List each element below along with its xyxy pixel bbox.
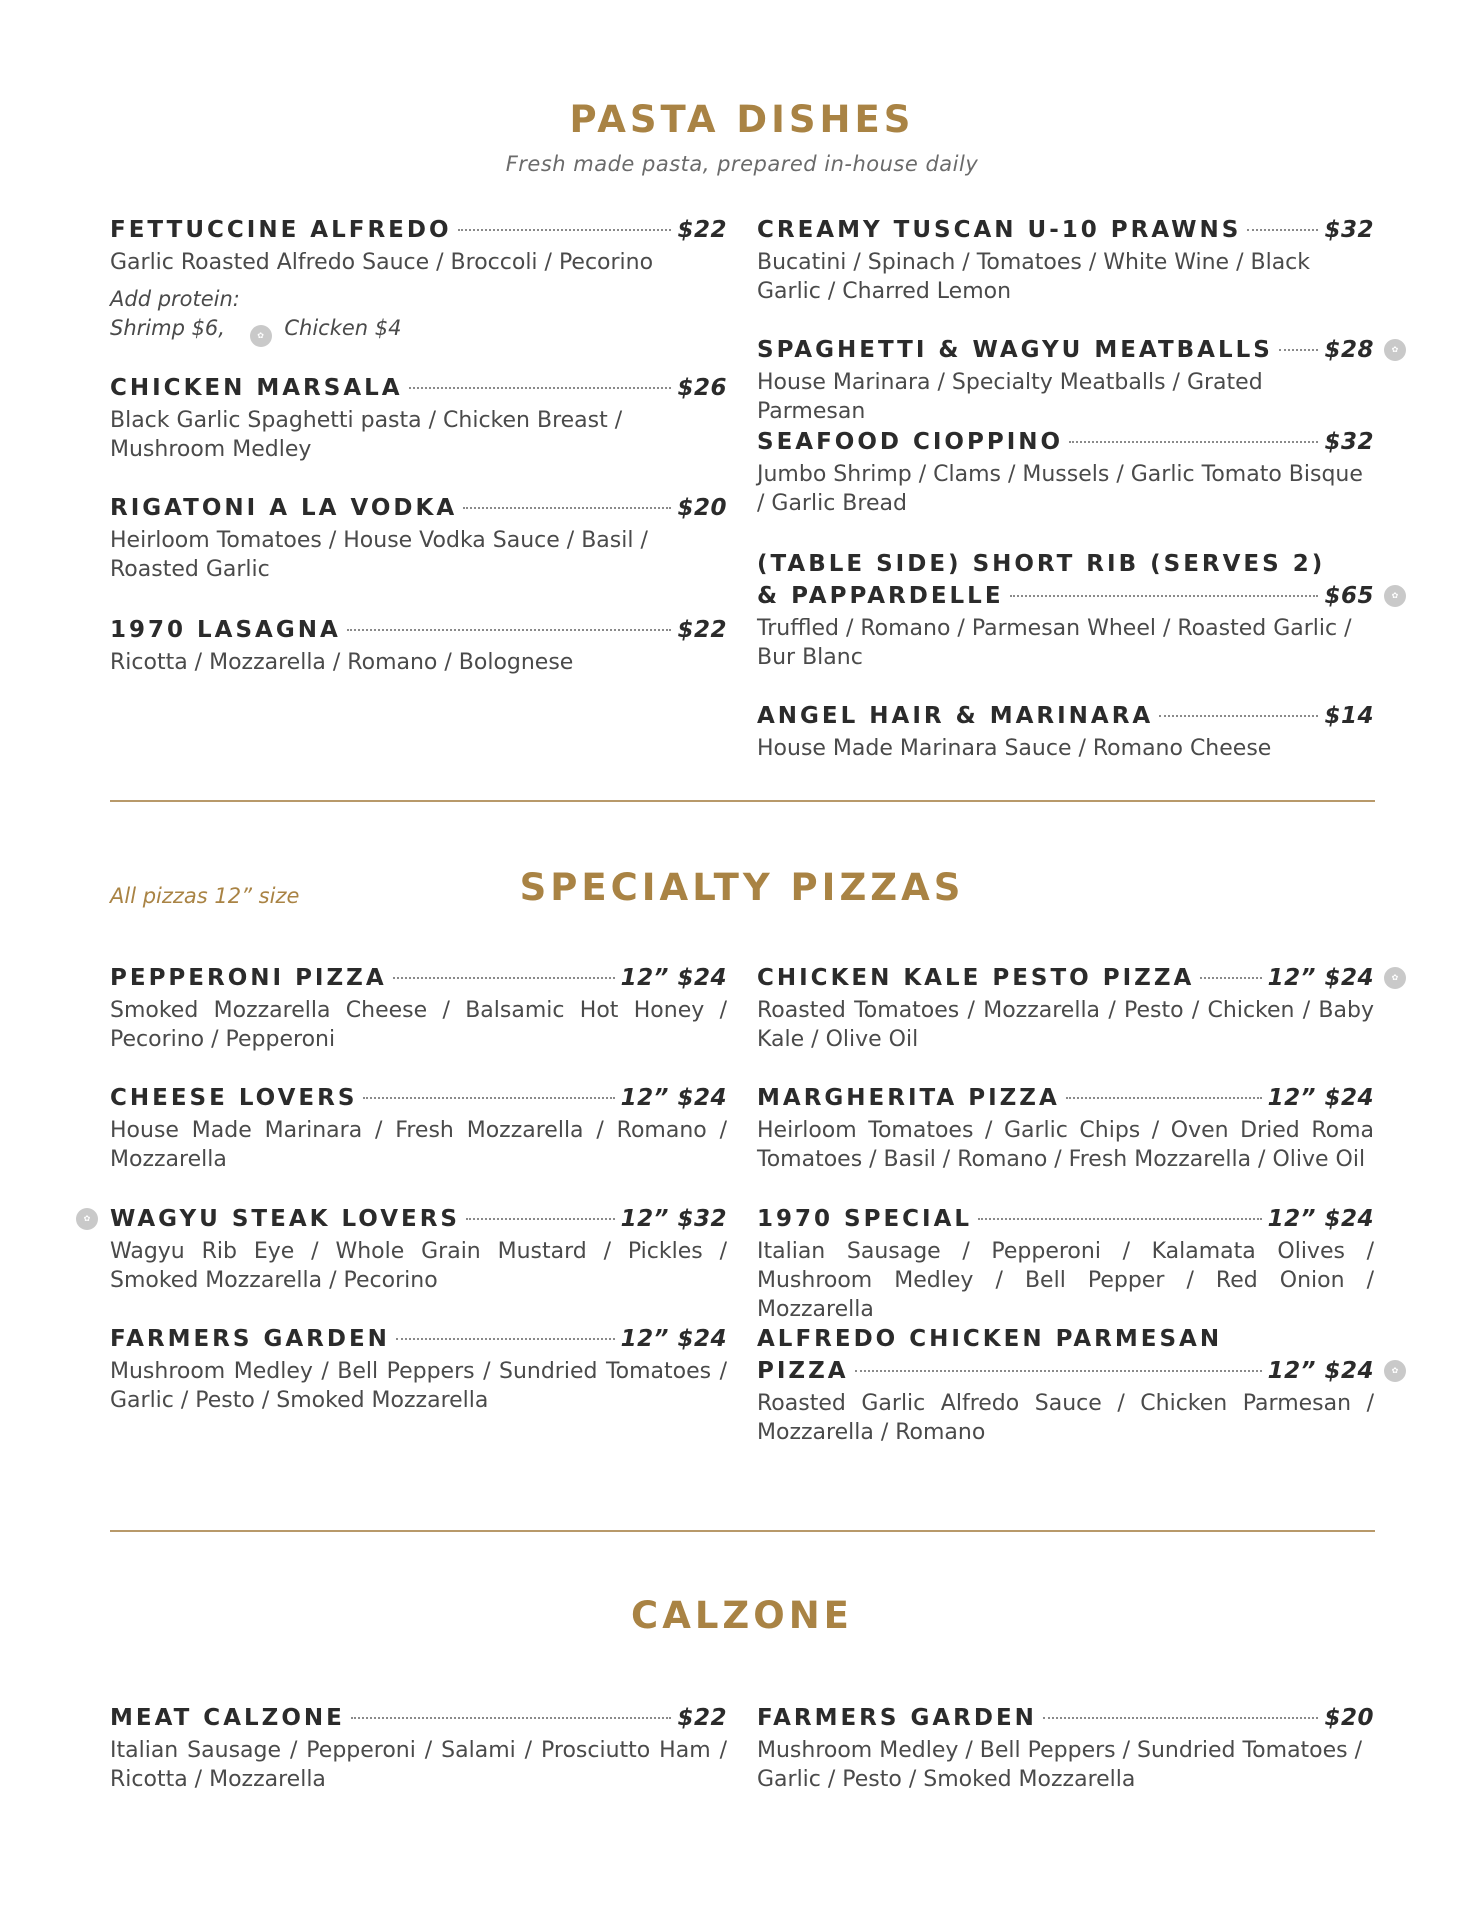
item-description: Mushroom Medley / Bell Peppers / Sundried Tomatoes / Garlic / Pesto / Smoked Mozzarella [110,1359,727,1413]
item-description: Garlic Roasted Alfredo Sauce / Broccoli / Pecorino [110,250,654,275]
menu-item [757,1203,1374,1324]
menu-item [110,214,727,344]
item-description: Roasted Tomatoes / Mozzarella / Pesto / Chicken / Baby Kale / Olive Oil [757,998,1374,1052]
item-name: ANGEL HAIR & MARINARA [757,703,1154,729]
add-protein-label: Add protein: [110,287,240,311]
dot-leader [393,977,615,979]
pasta-subtitle: Fresh made pasta, prepared in-house daily [505,152,979,176]
item-description: Black Garlic Spaghetti pasta / Chicken Breast / Mushroom Medley [110,408,623,462]
item-name: MARGHERITA PIZZA [757,1085,1060,1111]
item-name: SEAFOOD CIOPPINO [757,429,1064,455]
calzone-section-title: CALZONE [631,1594,853,1637]
chef-badge-icon: ✿ [76,1208,98,1230]
item-price: $65 [1324,583,1374,609]
chicken-price: Chicken $4 [284,316,402,340]
item-price: $20 [677,495,727,521]
item-description: Italian Sausage / Pepperoni / Kalamata Olives / Mushroom Medley / Bell Pepper / Red Onion / Mozzarella [757,1239,1374,1322]
dot-leader [396,1338,615,1340]
menu-item [757,1082,1374,1174]
dot-leader [1279,349,1319,351]
menu-item [757,962,1399,1054]
menu-item [110,1702,727,1794]
dot-leader [351,1717,672,1719]
item-description: Heirloom Tomatoes / House Vodka Sauce / Basil / Roasted Garlic [110,528,648,582]
item-name: SPAGHETTI & WAGYU MEATBALLS [757,337,1273,363]
dot-leader [409,387,672,389]
item-name: FARMERS GARDEN [757,1705,1037,1731]
item-price: $32 [1324,217,1374,243]
item-description: House Made Marinara / Fresh Mozzarella / Romano / Mozzarella [110,1118,727,1172]
item-price: $22 [677,217,727,243]
item-price: $14 [1324,703,1374,729]
chef-badge-icon: ✿ [1384,967,1406,989]
item-name: & PAPPARDELLE [757,583,1004,609]
item-name: FETTUCCINE ALFREDO [110,217,452,243]
item-price: $32 [1324,429,1374,455]
dot-leader [1043,1717,1319,1719]
item-price: $22 [677,1705,727,1731]
dot-leader [978,1218,1262,1220]
menu-item [757,1702,1374,1794]
dot-leader [855,1370,1262,1372]
item-description: Bucatini / Spinach / Tomatoes / White Wine / Black Garlic / Charred Lemon [757,250,1311,304]
menu-item [757,700,1374,763]
item-price: 12” $24 [620,965,727,991]
dot-leader [1159,715,1318,717]
item-name-line1: (TABLE SIDE) SHORT RIB (SERVES 2) [757,551,1326,577]
item-price: $22 [677,617,727,643]
chef-badge-icon: ✿ [250,325,272,347]
dot-leader [463,507,671,509]
item-description: Heirloom Tomatoes / Garlic Chips / Oven Dried Roma Tomatoes / Basil / Romano / Fresh Mozzarella / Olive Oil [757,1118,1374,1172]
dot-leader [363,1097,614,1099]
item-name: CREAMY TUSCAN U-10 PRAWNS [757,217,1242,243]
dot-leader [1247,229,1318,231]
item-price: 12” $24 [620,1085,727,1111]
item-description: Italian Sausage / Pepperoni / Salami / Prosciutto Ham / Ricotta / Mozzarella [110,1738,727,1792]
menu-item [757,426,1374,518]
item-name: MEAT CALZONE [110,1705,345,1731]
dot-leader [1200,977,1261,979]
item-description: Roasted Garlic Alfredo Sauce / Chicken Parmesan / Mozzarella / Romano [757,1391,1374,1445]
pizza-size-note: All pizzas 12” size [110,884,300,908]
item-price: $26 [677,375,727,401]
item-price: $28 [1324,337,1374,363]
menu-item [110,1323,727,1415]
item-description: Jumbo Shrimp / Clams / Mussels / Garlic Tomato Bisque / Garlic Bread [757,462,1363,516]
menu-item [110,492,727,584]
menu-item [110,614,727,677]
item-name: PEPPERONI PIZZA [110,965,387,991]
item-price: 12” $24 [1267,965,1374,991]
item-description: Wagyu Rib Eye / Whole Grain Mustard / Pickles / Smoked Mozzarella / Pecorino [110,1239,727,1293]
menu-item [757,548,1399,672]
dot-leader [1066,1097,1262,1099]
item-description: Mushroom Medley / Bell Peppers / Sundried Tomatoes / Garlic / Pesto / Smoked Mozzarella [757,1738,1363,1792]
section-divider [110,1530,1375,1532]
item-name: RIGATONI A LA VODKA [110,495,458,521]
item-name-line1: ALFREDO CHICKEN PARMESAN [757,1326,1223,1352]
item-price: 12” $32 [620,1206,727,1232]
item-name: CHICKEN KALE PESTO PIZZA [757,965,1195,991]
item-name: 1970 SPECIAL [757,1206,973,1232]
item-price: 12” $24 [1267,1358,1374,1384]
item-name: CHEESE LOVERS [110,1085,358,1111]
dot-leader [458,229,672,231]
item-description: Ricotta / Mozzarella / Romano / Bolognese [110,650,574,675]
item-name: WAGYU STEAK LOVERS [110,1206,461,1232]
menu-item [110,372,727,464]
menu-item [110,962,727,1054]
pizza-section-title: SPECIALTY PIZZAS [519,866,965,909]
item-description: Truffled / Romano / Parmesan Wheel / Roasted Garlic / Bur Blanc [757,616,1352,670]
section-divider [110,800,1375,802]
pasta-section-title: PASTA DISHES [569,98,915,141]
item-name: FARMERS GARDEN [110,1326,390,1352]
item-name: PIZZA [757,1358,849,1384]
menu-item [757,334,1399,426]
item-price: $20 [1324,1705,1374,1731]
menu-item [110,1082,727,1174]
menu-item [757,1323,1399,1447]
item-description: House Marinara / Specialty Meatballs / Grated Parmesan [757,370,1263,424]
add-protein-note [110,285,727,344]
chef-badge-icon: ✿ [1384,339,1406,361]
dot-leader [466,1218,615,1220]
dot-leader [1069,441,1318,443]
item-price: 12” $24 [1267,1085,1374,1111]
dot-leader [347,629,672,631]
menu-item [83,1203,727,1295]
item-price: 12” $24 [620,1326,727,1352]
item-name: CHICKEN MARSALA [110,375,403,401]
item-description: House Made Marinara Sauce / Romano Cheese [757,736,1272,761]
dot-leader [1010,595,1319,597]
chef-badge-icon: ✿ [1384,1360,1406,1382]
item-name: 1970 LASAGNA [110,617,341,643]
chef-badge-icon: ✿ [1384,585,1406,607]
item-price: 12” $24 [1267,1206,1374,1232]
menu-item [757,214,1374,306]
item-description: Smoked Mozzarella Cheese / Balsamic Hot Honey / Pecorino / Pepperoni [110,998,727,1052]
shrimp-price: Shrimp $6, [110,316,225,340]
